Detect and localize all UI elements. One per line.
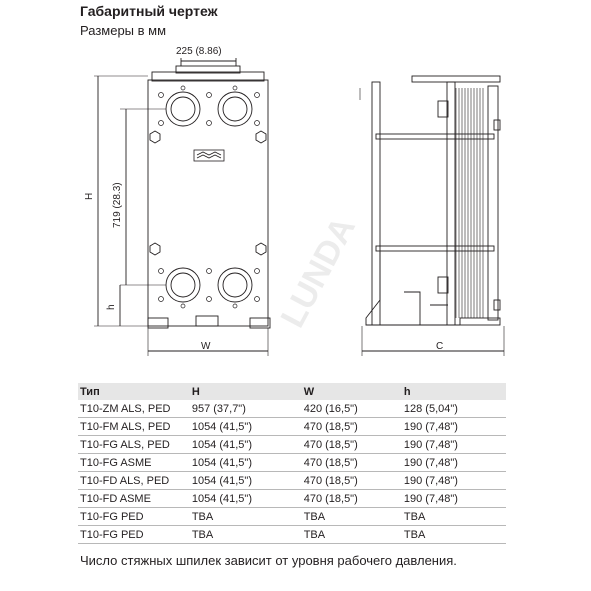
dim-C-label: C: [436, 341, 444, 352]
dimensions-table: [78, 383, 506, 544]
table-row: [78, 454, 506, 472]
cell-h: 190 (7,48"): [402, 418, 506, 436]
cell-h: 190 (7,48"): [402, 490, 506, 508]
dim-h-label: h: [106, 304, 117, 310]
cell-W: 470 (18,5"): [302, 472, 402, 490]
header-W: W: [302, 383, 402, 400]
cell-type: T10-FM ALS, PED: [78, 418, 190, 436]
cell-H: TBA: [190, 508, 302, 526]
cell-H: 1054 (41,5"): [190, 490, 302, 508]
cell-h: TBA: [402, 508, 506, 526]
dim-W-label: W: [201, 341, 211, 352]
dim-225-label: 225 (8.86): [176, 46, 222, 57]
cell-W: TBA: [302, 526, 402, 544]
cell-type: T10-FG ALS, PED: [78, 436, 190, 454]
table-row: [78, 490, 506, 508]
cell-h: TBA: [402, 526, 506, 544]
cell-type: T10-FG PED: [78, 508, 190, 526]
side-view: [360, 76, 504, 356]
cell-W: 470 (18,5"): [302, 490, 402, 508]
cell-H: 1054 (41,5"): [190, 472, 302, 490]
cell-W: 470 (18,5"): [302, 418, 402, 436]
header-h: h: [402, 383, 506, 400]
table-row: [78, 400, 506, 418]
cell-type: T10-FD ALS, PED: [78, 472, 190, 490]
table-row: [78, 508, 506, 526]
cell-type: T10-FG PED: [78, 526, 190, 544]
watermark: [274, 211, 363, 334]
cell-H: TBA: [190, 526, 302, 544]
cell-H: 957 (37,7"): [190, 400, 302, 418]
cell-W: 470 (18,5"): [302, 454, 402, 472]
cell-H: 1054 (41,5"): [190, 454, 302, 472]
cell-H: 1054 (41,5"): [190, 418, 302, 436]
page-subtitle: Размеры в мм: [80, 23, 167, 38]
table-row: [78, 526, 506, 544]
footnote: Число стяжных шпилек зависит от уровня рабочего давления.: [80, 553, 457, 568]
cell-W: 420 (16,5"): [302, 400, 402, 418]
watermark-text: LUNDA: [273, 210, 363, 334]
table-header-row: [78, 383, 506, 400]
cell-h: 128 (5,04"): [402, 400, 506, 418]
page-title: Габаритный чертеж: [80, 3, 218, 19]
cell-type: T10-FD ASME: [78, 490, 190, 508]
header-H: H: [190, 383, 302, 400]
cell-W: 470 (18,5"): [302, 436, 402, 454]
dim-H-label: H: [84, 192, 95, 200]
cell-type: T10-ZM ALS, PED: [78, 400, 190, 418]
table-row: [78, 418, 506, 436]
cell-h: 190 (7,48"): [402, 454, 506, 472]
cell-type: T10-FG ASME: [78, 454, 190, 472]
header-type: Тип: [78, 383, 190, 400]
cell-h: 190 (7,48"): [402, 436, 506, 454]
cell-W: TBA: [302, 508, 402, 526]
dim-719-label: 719 (28.3): [112, 182, 123, 228]
table-row: [78, 472, 506, 490]
cell-H: 1054 (41,5"): [190, 436, 302, 454]
cell-h: 190 (7,48"): [402, 472, 506, 490]
table-row: [78, 436, 506, 454]
